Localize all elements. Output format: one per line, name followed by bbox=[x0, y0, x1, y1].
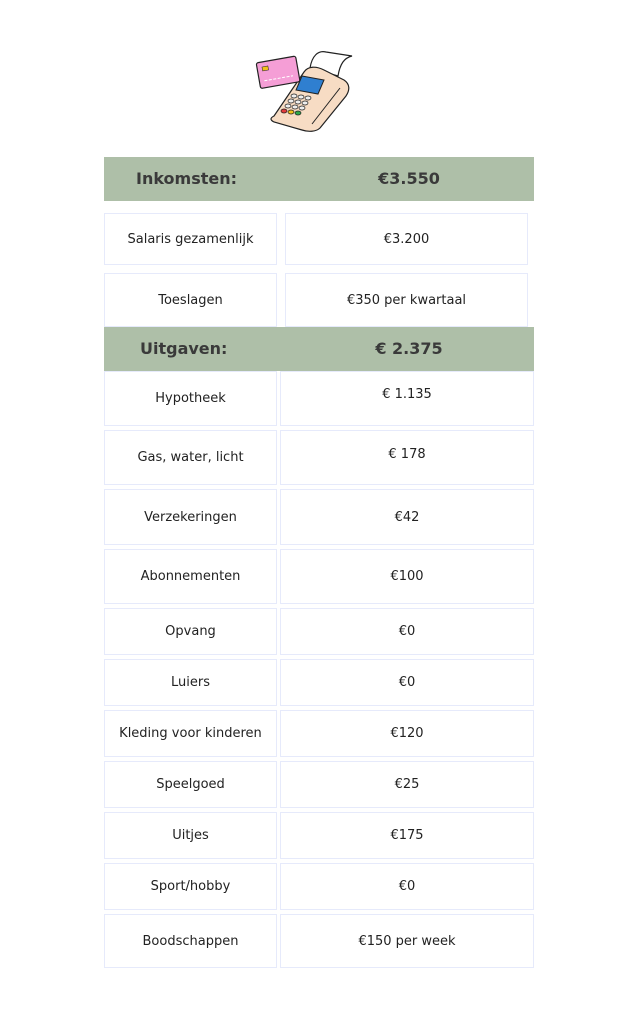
expense-row-value: €25 bbox=[280, 761, 534, 808]
income-label: Inkomsten: bbox=[136, 169, 238, 188]
expense-row-value: €42 bbox=[280, 489, 534, 545]
expenses-header bbox=[104, 327, 534, 371]
expense-row-value: €0 bbox=[280, 659, 534, 706]
expense-row-label: Luiers bbox=[104, 659, 277, 706]
expense-row-value: € 178 bbox=[280, 430, 534, 485]
expense-row-value: €150 per week bbox=[280, 914, 534, 968]
expense-row-value: €120 bbox=[280, 710, 534, 757]
expenses-label: Uitgaven: bbox=[140, 339, 228, 358]
expense-row-label: Speelgoed bbox=[104, 761, 277, 808]
expense-row-label: Sport/hobby bbox=[104, 863, 277, 910]
expense-row-value: €100 bbox=[280, 549, 534, 604]
expense-row-label: Verzekeringen bbox=[104, 489, 277, 545]
income-header bbox=[104, 157, 534, 201]
expense-row-value: € 1.135 bbox=[280, 371, 534, 426]
expense-row-label: Gas, water, licht bbox=[104, 430, 277, 485]
expense-row-label: Abonnementen bbox=[104, 549, 277, 604]
expense-row-label: Boodschappen bbox=[104, 914, 277, 968]
income-row-label: Salaris gezamenlijk bbox=[104, 213, 277, 265]
income-row-value: €3.200 bbox=[285, 213, 528, 265]
expense-row-label: Hypotheek bbox=[104, 371, 277, 426]
expense-row-label: Opvang bbox=[104, 608, 277, 655]
expenses-total: € 2.375 bbox=[375, 339, 443, 358]
income-row-value: €350 per kwartaal bbox=[285, 273, 528, 327]
expense-row-value: €0 bbox=[280, 608, 534, 655]
expense-row-label: Kleding voor kinderen bbox=[104, 710, 277, 757]
income-row-label: Toeslagen bbox=[104, 273, 277, 327]
expense-row-value: €0 bbox=[280, 863, 534, 910]
payment-terminal-icon bbox=[252, 46, 358, 134]
expense-row-value: €175 bbox=[280, 812, 534, 859]
income-total: €3.550 bbox=[378, 169, 440, 188]
expense-row-label: Uitjes bbox=[104, 812, 277, 859]
